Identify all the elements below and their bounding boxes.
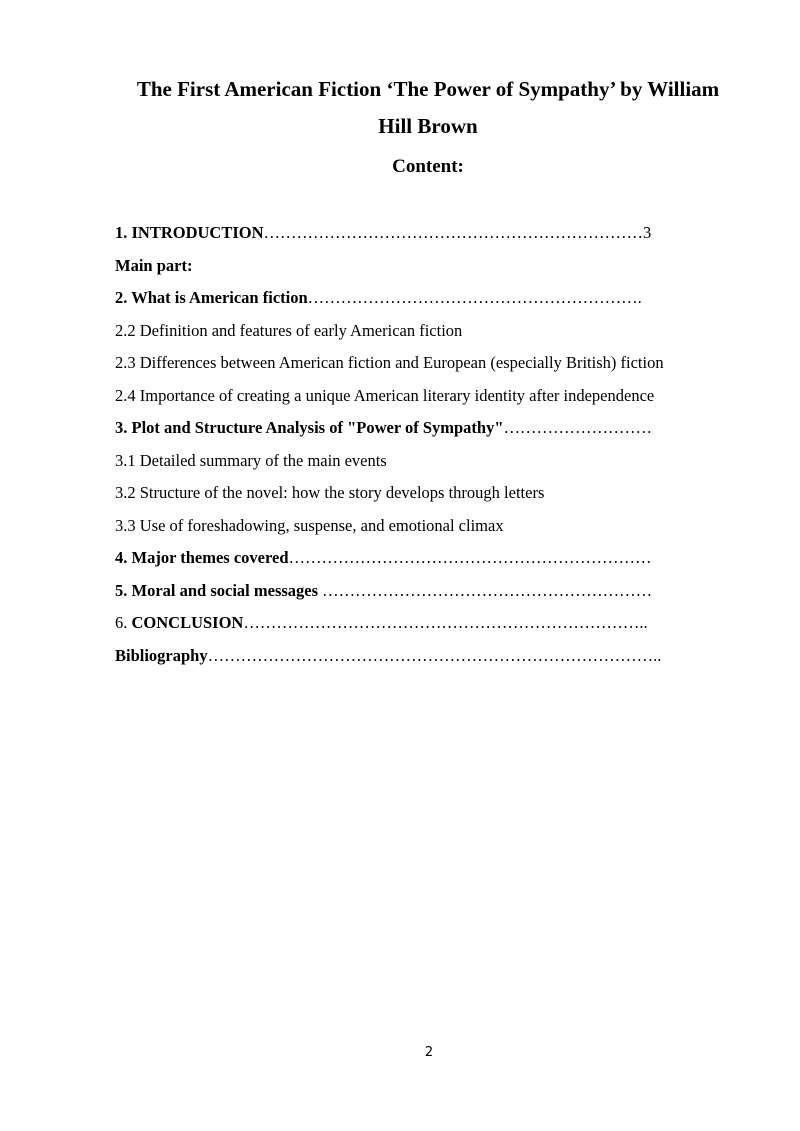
toc-item-3-3 [115, 515, 755, 548]
toc-item-2-4 [115, 385, 755, 418]
toc-leader: ………………………………………………………… [288, 548, 652, 567]
toc-item-main-part [115, 255, 755, 288]
toc-title: Main part: [115, 255, 193, 275]
toc-text: 2.4 Importance of creating a unique American literary identity after independence [115, 385, 655, 405]
toc-item-3-2 [115, 482, 755, 515]
toc-title: CONCLUSION [131, 613, 244, 632]
toc-text: 3.3 Use of foreshadowing, suspense, and emotional climax [115, 515, 504, 535]
toc-leader: ……………………………………………………………………….. [207, 645, 662, 665]
toc-item-2-3 [115, 352, 755, 385]
toc-item-major-themes [115, 547, 755, 580]
toc-title: 4. Major themes covered [115, 548, 289, 567]
toc-title: Bibliography [115, 645, 208, 665]
document-title-line-1: The First American Fiction ‘The Power of Sympathy’ by William [136, 77, 720, 101]
toc-item-conclusion [115, 612, 755, 645]
page-number: 2 [424, 1045, 434, 1060]
toc-prefix: 6. [115, 613, 132, 632]
toc-item-bibliography [115, 645, 755, 678]
toc-leader: …………………………………………………… [318, 580, 653, 600]
toc-item-2-2 [115, 320, 755, 353]
toc-title: 5. Moral and social messages [115, 580, 319, 600]
document-title-line-2: Hill Brown [378, 114, 478, 138]
toc-leader: ……………………………………………………. [307, 288, 642, 307]
toc-text: 3.2 Structure of the novel: how the story develops through letters [115, 483, 545, 502]
toc-leader: ……………………… [503, 418, 653, 437]
contents-heading: Content: [392, 156, 464, 177]
toc-item-introduction [115, 222, 755, 255]
toc-title: 2. What is American fiction [115, 288, 308, 307]
toc-item-3-1 [115, 450, 755, 483]
toc-leader: ……………………………………………………………3 [263, 223, 652, 242]
toc-leader: ……………………………………………………………….. [243, 613, 648, 632]
toc-item-american-fiction [115, 287, 755, 320]
toc-text: 3.1 Detailed summary of the main events [115, 450, 387, 470]
toc-title: 1. INTRODUCTION [115, 223, 264, 242]
table-of-contents [115, 222, 755, 677]
toc-item-plot-structure [115, 417, 755, 450]
toc-text: 2.3 Differences between American fiction and European (especially British) fiction [115, 353, 664, 372]
toc-text: 2.2 Definition and features of early American fiction [115, 320, 463, 340]
toc-item-moral-messages [115, 580, 755, 613]
toc-title: 3. Plot and Structure Analysis of "Power of Sympathy" [115, 418, 504, 437]
